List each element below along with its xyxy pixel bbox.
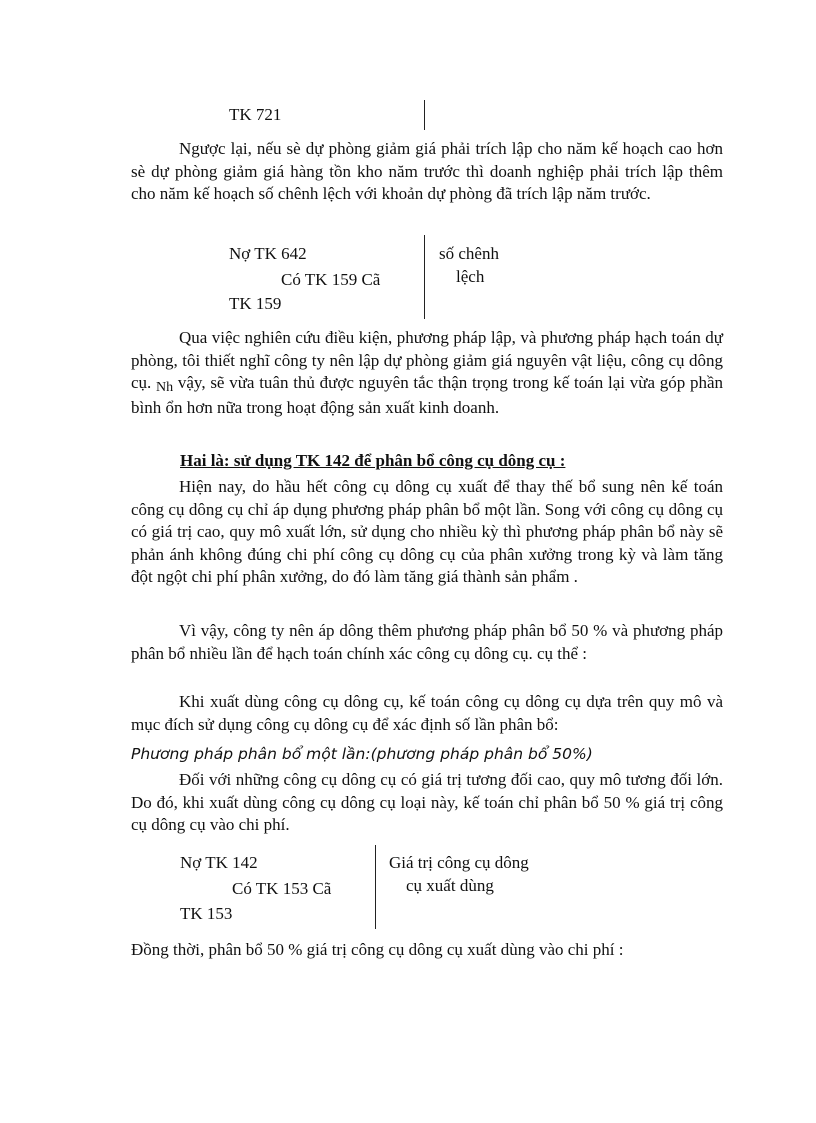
entry1-debit: Nợ TK 642 — [229, 244, 307, 263]
entry2-desc-line2: cụ xuất dùng — [406, 876, 494, 895]
entry2-divider — [375, 845, 376, 929]
paragraph-4: Vì vậy, công ty nên áp dông thêm phương pháp phân bổ 50 % và phương pháp phân bổ nhiều lần để hạch toán chính xác công cụ dông cụ. cụ thể : — [131, 621, 723, 663]
entry1-desc-line2: lệch — [456, 267, 485, 286]
paragraph-2-part1: Qua việc nghiên cứu điều kiện, phương pháp lập, và phương pháp hạch toán dự phòng, tôi thiết nghĩ công ty nên lập dự phòng giảm giá nguyên vật liệu, công cụ dông cụ. — [131, 328, 723, 392]
entry2-desc-line1: Giá trị công cụ dông — [389, 853, 529, 872]
entry1-desc-line1: số chênh — [439, 244, 499, 263]
paragraph-2-part2: vậy, sẽ vừa tuân thủ được nguyên tắc thận trọng trong kế toán lại vừa góp phần bình ổn hơn nữa trong hoạt động sản xuất kinh doanh. — [131, 373, 723, 417]
entry1-credit-cont: TK 159 — [229, 294, 282, 313]
entry-top-divider — [424, 100, 425, 130]
paragraph-6: Đối với những công cụ dông cụ có giá trị tương đối cao, quy mô tương đối lớn. Do đó, khi xuất dùng công cụ dông cụ loại này, kế toán chỉ phân bổ 50 % giá trị công cụ dông cụ vào chi phí. — [131, 770, 723, 834]
paragraph-1: Ngược lại, nếu sè dự phòng giảm giá phải trích lập cho năm kế hoạch cao hơn sè dự phòng giảm giá hàng tồn kho năm trước thì doanh nghiệp phải trích lập thêm cho năm kế hoạch số chênh lệch với khoản dự phòng đã trích lập năm trước. — [131, 139, 723, 203]
final-line: Đồng thời, phân bổ 50 % giá trị công cụ dông cụ xuất dùng vào chi phí : — [131, 940, 624, 959]
paragraph-5: Khi xuất dùng công cụ dông cụ, kế toán công cụ dông cụ dựa trên quy mô và mục đích sử dụng công cụ dông cụ để xác định số lần phân bổ: — [131, 692, 723, 734]
paragraph-3: Hiện nay, do hầu hết công cụ dông cụ xuất để thay thế bổ sung nên kế toán công cụ dông cụ chỉ áp dụng phương pháp phân bổ một lần. Song với công cụ dông cụ có giá trị cao, quy mô xuất lớn, sử dụng cho nhiều kỳ thì phương pháp phân bổ này sẽ phản ánh không đúng chi phí công cụ dông cụ của phân xưởng trong kỳ và làm tăng đột ngột chi phí phân xưởng, do đó làm tăng giá thành sản phẩm . — [131, 477, 723, 586]
entry2-credit-cont: TK 153 — [180, 904, 233, 923]
section-heading: Hai là: sử dụng TK 142 để phân bổ công cụ dông cụ : — [180, 451, 566, 470]
paragraph-2-small-text: Nh — [156, 380, 174, 395]
entry2-credit: Có TK 153 Cã — [232, 879, 332, 898]
entry-top-account: TK 721 — [229, 105, 282, 124]
paragraph-2 — [131, 327, 723, 419]
entry1-divider — [424, 235, 425, 319]
entry2-debit: Nợ TK 142 — [180, 853, 258, 872]
italic-subheading: Phương pháp phân bổ một lần:(phương pháp phân bổ 50%) — [131, 745, 593, 763]
entry1-credit: Có TK 159 Cã — [281, 270, 381, 289]
